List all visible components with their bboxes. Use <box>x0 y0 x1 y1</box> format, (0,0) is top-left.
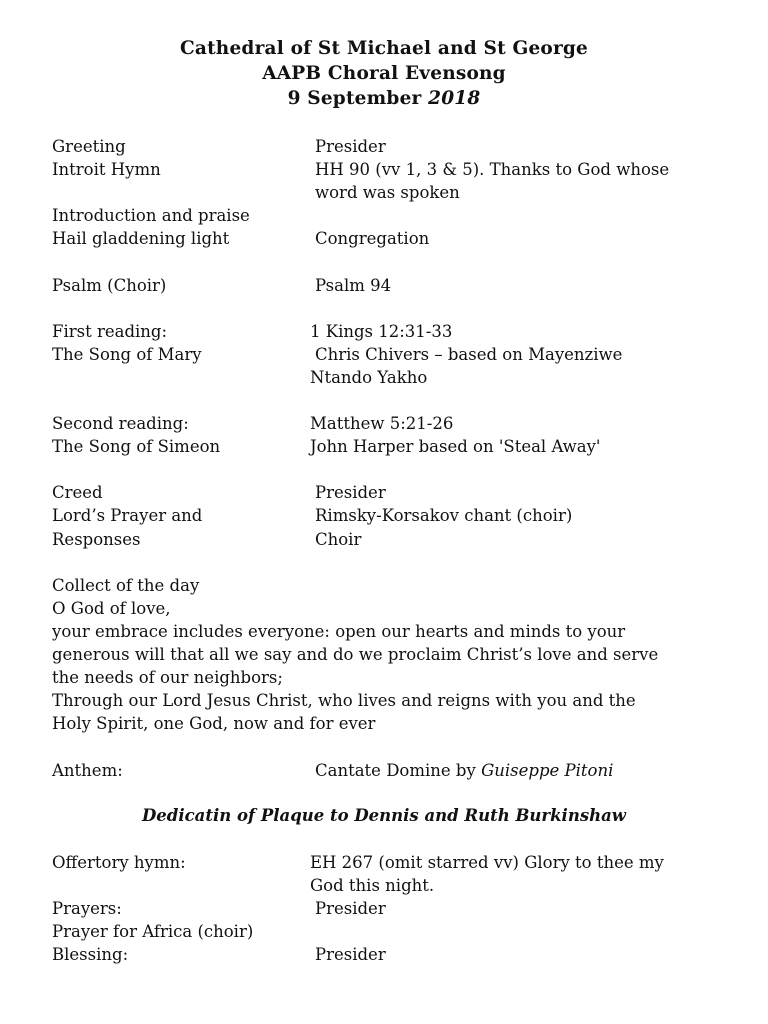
service-title: AAPB Choral Evensong <box>262 63 506 84</box>
collect-heading: Collect of the day <box>52 576 200 595</box>
intro-praise-label: Introduction and praise <box>52 206 250 225</box>
song-of-mary-label: The Song of Mary <box>52 345 202 364</box>
anthem-label: Anthem: <box>52 761 123 780</box>
greeting-value: Presider <box>315 137 386 156</box>
creed-value: Presider <box>315 483 386 502</box>
prayers-label: Prayers: <box>52 899 122 918</box>
greeting-label: Greeting <box>52 137 126 156</box>
dedication-heading: Dedicatin of Plaque to Dennis and Ruth Burkinshaw <box>142 806 626 825</box>
collect-line-6: Holy Spirit, one God, now and for ever <box>52 714 376 733</box>
anthem-composer: Guiseppe Pitoni <box>481 761 614 780</box>
song-of-mary-value-line2: Ntando Yakho <box>310 368 428 387</box>
date-day-month: 9 September <box>287 88 429 109</box>
lords-prayer-label: Lord’s Prayer and <box>52 506 203 525</box>
collect-line-1: O God of love, <box>52 599 171 618</box>
first-reading-label: First reading: <box>52 322 168 341</box>
psalm-label: Psalm (Choir) <box>52 276 167 295</box>
hail-label: Hail gladdening light <box>52 229 230 248</box>
collect-line-2: your embrace includes everyone: open our hearts and minds to your <box>52 622 626 641</box>
service-date <box>0 87 768 111</box>
second-reading-label: Second reading: <box>52 414 189 433</box>
responses-value: Choir <box>315 530 362 549</box>
offertory-value-line2: God this night. <box>310 876 435 895</box>
prayer-for-africa-label: Prayer for Africa (choir) <box>52 922 254 941</box>
song-of-simeon-value: John Harper based on 'Steal Away' <box>310 437 601 456</box>
psalm-value: Psalm 94 <box>315 276 392 295</box>
introit-label: Introit Hymn <box>52 160 161 179</box>
collect-line-3: generous will that all we say and do we proclaim Christ’s love and serve <box>52 645 659 664</box>
lords-prayer-value: Rimsky-Korsakov chant (choir) <box>315 506 573 525</box>
prayers-value: Presider <box>315 899 386 918</box>
offertory-label: Offertory hymn: <box>52 853 186 872</box>
second-reading-value: Matthew 5:21-26 <box>310 414 454 433</box>
collect-line-4: the needs of our neighbors; <box>52 668 283 687</box>
first-reading-value: 1 Kings 12:31-33 <box>310 322 453 341</box>
responses-label: Responses <box>52 530 141 549</box>
cathedral-title: Cathedral of St Michael and St George <box>179 38 589 59</box>
creed-label: Creed <box>52 483 103 502</box>
song-of-simeon-label: The Song of Simeon <box>52 437 221 456</box>
blessing-value: Presider <box>315 945 386 964</box>
hail-value: Congregation <box>315 229 430 248</box>
introit-value-line2: word was spoken <box>315 183 460 202</box>
song-of-mary-value-line1: Chris Chivers – based on Mayenziwe <box>315 345 623 364</box>
date-year: 2018 <box>428 88 481 109</box>
blessing-label: Blessing: <box>52 945 129 964</box>
anthem-value <box>315 759 613 782</box>
anthem-title: Cantate Domine by <box>315 761 482 780</box>
offertory-value-line1: EH 267 (omit starred vv) Glory to thee my <box>310 853 664 872</box>
introit-value-line1: HH 90 (vv 1, 3 & 5). Thanks to God whose <box>315 160 670 179</box>
collect-line-5: Through our Lord Jesus Christ, who lives and reigns with you and the <box>52 691 636 710</box>
